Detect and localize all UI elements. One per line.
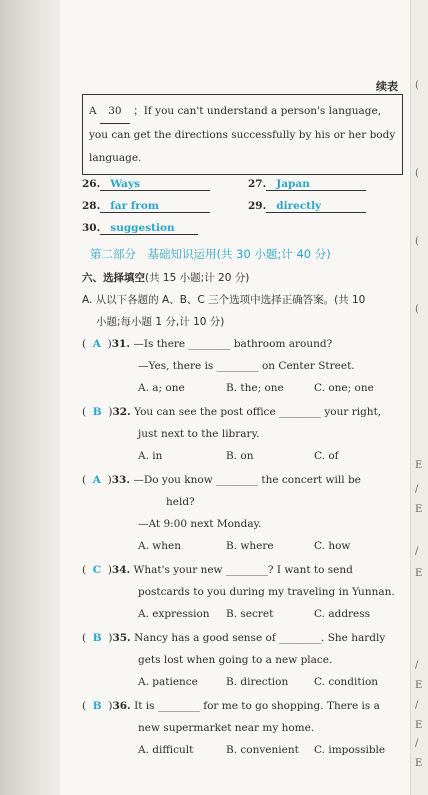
answer-letter: A	[92, 474, 101, 486]
edge-mark: E	[415, 460, 423, 471]
answer-letter: C	[92, 564, 102, 576]
next-page-edge	[410, 0, 428, 795]
passage-text: ；If you can't understand a person's language, you can get the directions successfully by his or her body language.	[89, 105, 396, 164]
option-a: A. in	[138, 450, 163, 462]
question-35-line2: gets lost when going to a new place.	[138, 654, 333, 666]
question-33-line2: held?	[166, 496, 195, 508]
edge-mark: (	[415, 168, 419, 179]
answer-27: 27. Japan	[248, 178, 366, 191]
option-a: A. difficult	[138, 744, 194, 756]
question-34: ( C )34. What's your new ________? I want to send	[82, 564, 353, 576]
answer-letter: B	[92, 632, 102, 644]
option-b: B. the; one	[226, 382, 284, 394]
section6-intro-b: 小题;每小题 1 分,计 10 分)	[96, 316, 225, 328]
option-c: C. of	[314, 450, 339, 462]
section6-intro-a: A. 从以下各题的 A、B、C 三个选项中选择正确答案。(共 10	[82, 294, 366, 306]
answer-26: 26. Ways	[82, 178, 210, 191]
edge-mark: (	[415, 236, 419, 247]
question-33: ( A )33. —Do you know ________ the concert will be	[82, 474, 361, 486]
edge-mark: /	[415, 484, 419, 495]
answer-letter: B	[92, 700, 102, 712]
edge-mark: E	[415, 568, 423, 579]
question-35: ( B )35. Nancy has a good sense of ________. She hardly	[82, 632, 386, 644]
answer-letter: A	[92, 338, 101, 350]
option-a: A. patience	[138, 676, 198, 688]
answer-letter: B	[92, 406, 102, 418]
question-31-line2: —Yes, there is ________ on Center Street.	[138, 360, 355, 372]
option-b: B. direction	[226, 676, 289, 688]
option-c: C. how	[314, 540, 351, 552]
continued-label: 续表	[376, 80, 398, 93]
question-32: ( B )32. You can see the post office ________ your right,	[82, 406, 382, 418]
option-c: C. impossible	[314, 744, 386, 756]
passage-blank: 30	[100, 100, 130, 124]
passage-letter: A	[89, 105, 97, 117]
question-34-line2: postcards to you during my traveling in Yunnan.	[138, 586, 395, 598]
edge-mark: (	[415, 304, 419, 315]
edge-mark: /	[415, 700, 419, 711]
edge-mark: /	[415, 546, 419, 557]
section6-title: 六、选择填空(共 15 小题;计 20 分)	[82, 272, 250, 284]
edge-mark: /	[415, 660, 419, 671]
edge-mark: (	[415, 80, 419, 91]
question-33-line3: —At 9:00 next Monday.	[138, 518, 262, 530]
option-b: B. convenient	[226, 744, 299, 756]
edge-mark: E	[415, 504, 423, 515]
option-c: C. condition	[314, 676, 379, 688]
option-c: C. one; one	[314, 382, 374, 394]
answer-28: 28. far from	[82, 200, 210, 213]
edge-mark: /	[415, 738, 419, 749]
edge-mark: E	[415, 758, 423, 769]
option-b: B. secret	[226, 608, 274, 620]
option-a: A. expression	[138, 608, 210, 620]
answer-30: 30. suggestion	[82, 222, 198, 235]
option-a: A. a; one	[138, 382, 185, 394]
question-36: ( B )36. It is ________ for me to go shopping. There is a	[82, 700, 380, 712]
option-a: A. when	[138, 540, 181, 552]
edge-mark: E	[415, 720, 423, 731]
answer-29: 29. directly	[248, 200, 366, 213]
passage-box	[82, 94, 403, 175]
option-c: C. address	[314, 608, 371, 620]
part2-title: 第二部分 基础知识运用(共 30 小题;计 40 分)	[90, 247, 331, 261]
question-32-line2: just next to the library.	[138, 428, 260, 440]
question-31: ( A )31. —Is there ________ bathroom around?	[82, 338, 333, 350]
option-b: B. on	[226, 450, 254, 462]
option-b: B. where	[226, 540, 274, 552]
question-36-line2: new supermarket near my home.	[138, 722, 315, 734]
edge-mark: E	[415, 680, 423, 691]
